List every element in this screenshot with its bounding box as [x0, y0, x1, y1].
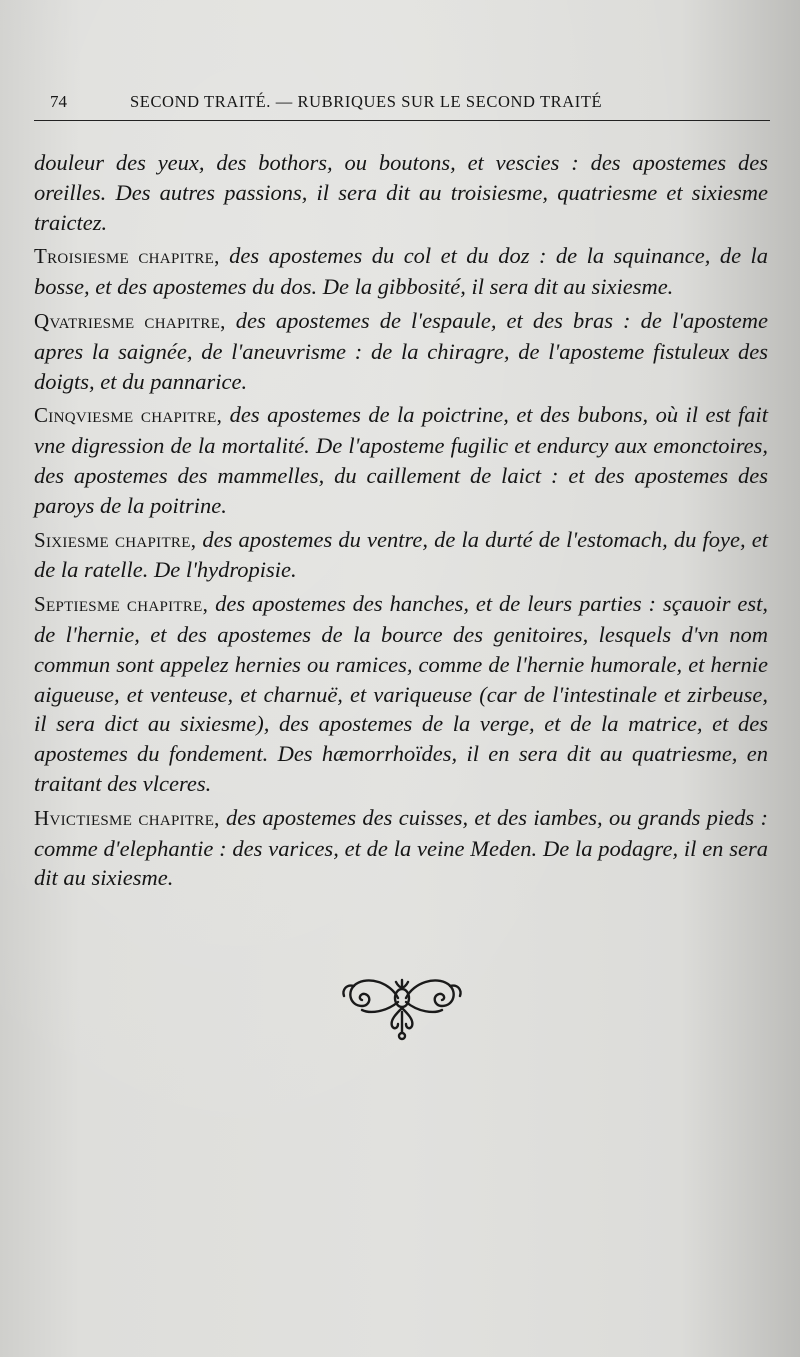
page-header: [34, 88, 770, 121]
fleuron-ornament-icon: [340, 968, 464, 1042]
paragraph-chapter-7: [34, 589, 768, 799]
chapter-heading: Qvatriesme chapitre,: [34, 308, 226, 333]
paragraph-chapter-6: [34, 525, 768, 586]
chapter-heading: Septiesme chapitre,: [34, 592, 209, 617]
page-number: 74: [50, 92, 67, 111]
paragraph-text: des apostemes du ventre, de la durté de l'estomach, du foye, et de la ratelle. De l'hydropisie.: [34, 526, 769, 583]
chapter-heading: Sixiesme chapitre,: [34, 527, 197, 552]
running-head: SECOND TRAITÉ. — RUBRIQUES SUR LE SECOND TRAITÉ: [130, 92, 603, 111]
paragraph-text: des apostemes des hanches, et de leurs parties : sçauoir est, de l'hernie, et des apostemes de la bource des genitoires, lesquels d'vn nom commun sont appelez hernies ou ramices, comme de l'hernie humorale, et hernie aigueuse, et venteuse, et charnuë, et variqueuse (car de l'intestinale et zirbeuse, il sera dict au sixiesme), des apostemes de la verge, et de la matrice, et des apostemes du fondement. Des hæmorrhoïdes, il en sera dit au quatriesme, en traitant des vlceres.: [34, 591, 768, 796]
paragraph-text: douleur des yeux, des bothors, ou boutons, et vescies : des apostemes des oreilles. Des autres passions, il sera dit au troisiesme, quatriesme et sixiesme traictez.: [34, 150, 768, 235]
paragraph-continuation: [34, 148, 768, 237]
chapter-heading: Hvictiesme chapitre,: [34, 805, 220, 830]
chapter-heading: Troisiesme chapitre,: [34, 244, 220, 269]
body-text: [34, 148, 768, 897]
paragraph-chapter-5: [34, 400, 768, 520]
paragraph-text: des apostemes des cuisses, et des iambes, ou grands pieds : comme d'elephantie : des varices, et de la veine Meden. De la podagre, il en sera dit au sixiesme.: [34, 804, 768, 891]
show-through-text: [0, 840, 800, 1357]
paragraph-text: des apostemes de l'espaule, et des bras : de l'aposteme apres la saignée, de l'aneuvrisme : de la chiragre, de l'aposteme fistuleux des doigts, et du pannarice.: [34, 307, 768, 394]
paragraph-text: des apostemes de la poictrine, et des bubons, où il est fait vne digression de la mortalité. De l'aposteme fugilic et endurcy aux emonctoires, des apostemes des mammelles, du caillement de laict : et des apostemes des paroys de la poitrine.: [34, 402, 768, 518]
paragraph-chapter-4: [34, 306, 768, 396]
paragraph-chapter-3: [34, 241, 768, 302]
paragraph-text: des apostemes du col et du doz : de la squinance, de la bosse, et des apostemes du dos. De la gibbosité, il sera dit au sixiesme.: [34, 243, 769, 300]
paragraph-chapter-8: [34, 803, 768, 893]
chapter-heading: Cinqviesme chapitre,: [34, 403, 223, 428]
